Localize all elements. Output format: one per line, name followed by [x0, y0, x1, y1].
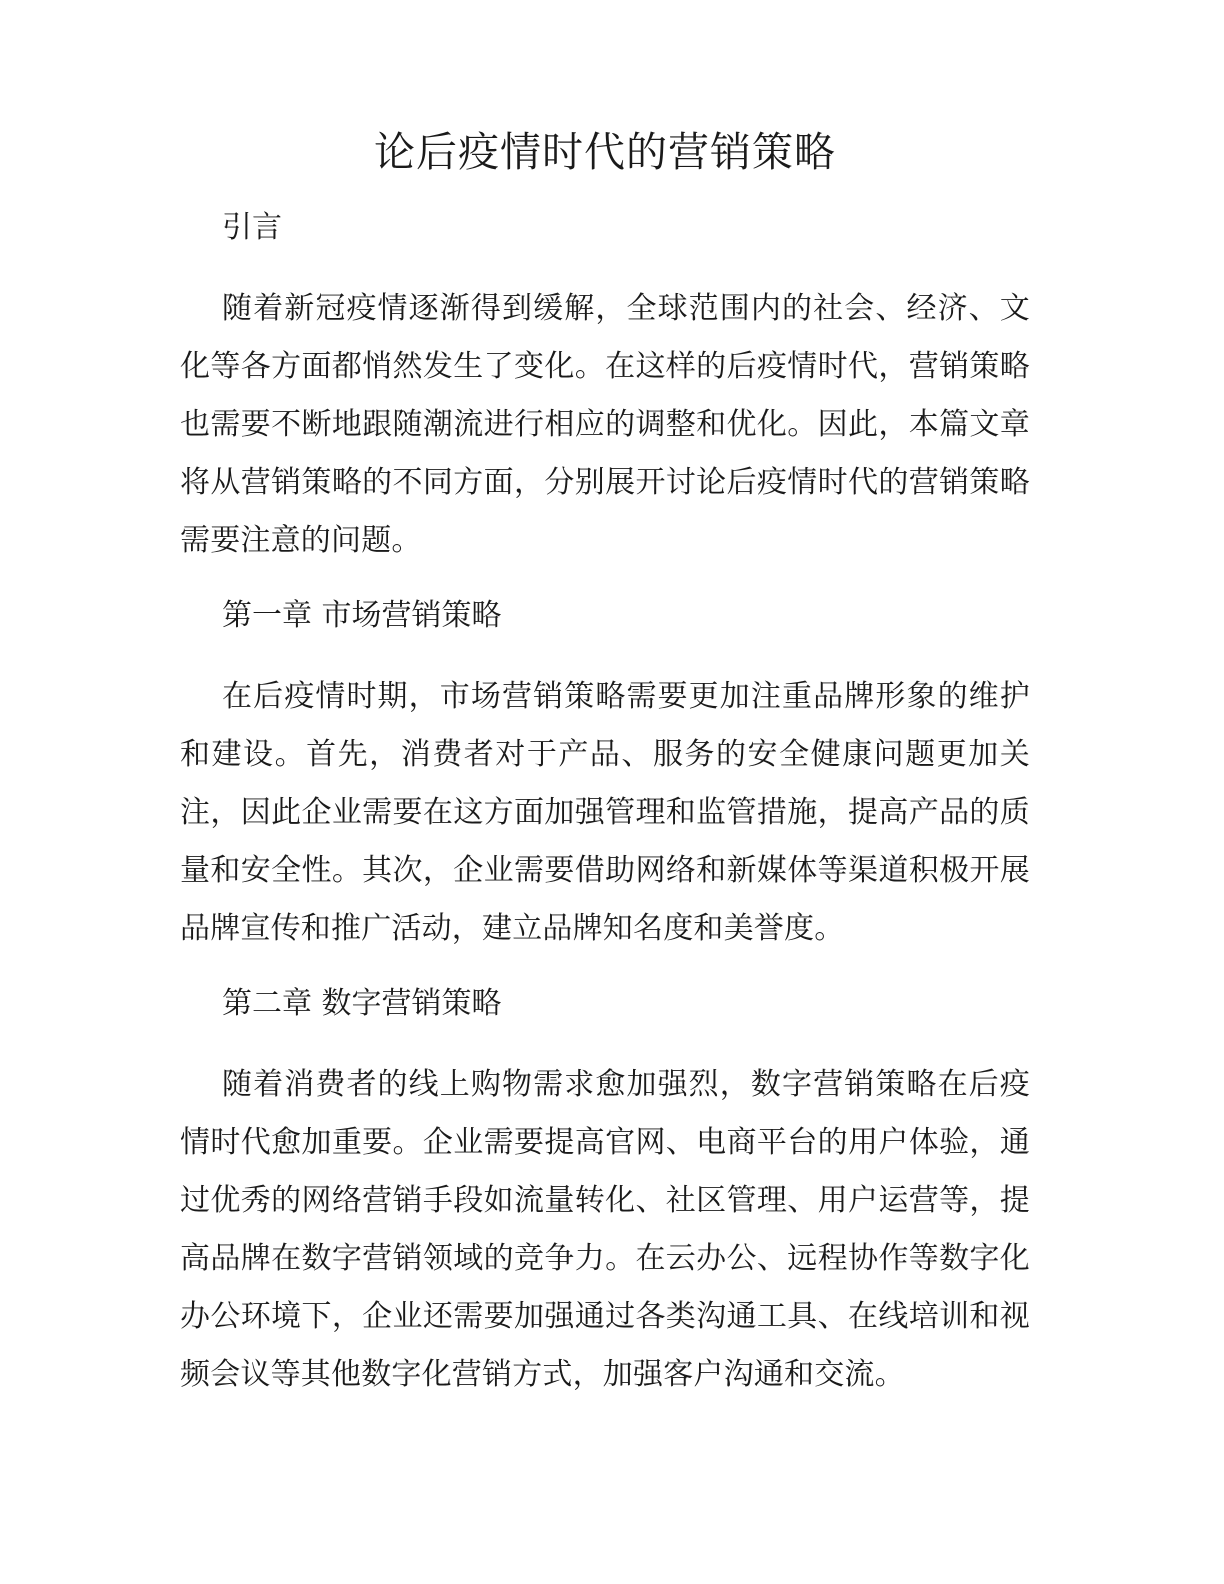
- chapter1-paragraph: 在后疫情时期，市场营销策略需要更加注重品牌形象的维护和建设。首先，消费者对于产品、服务的安全健康问题更加关注，因此企业需要在这方面加强管理和监管措施，提高产品的质量和安全性。其次，企业需要借助网络和新媒体等渠道积极开展品牌宣传和推广活动，建立品牌知名度和美誉度。: [180, 679, 1030, 946]
- chapter2-paragraph: 随着消费者的线上购物需求愈加强烈，数字营销策略在后疫情时代愈加重要。企业需要提高官网、电商平台的用户体验，通过优秀的网络营销手段如流量转化、社区管理、用户运营等，提高品牌在数字营销领域的竞争力。在云办公、远程协作等数字化办公环境下，企业还需要加强通过各类沟通工具、在线培训和视频会议等其他数字化营销方式，加强客户沟通和交流。: [180, 1067, 1030, 1392]
- document-title: 论后疫情时代的营销策略: [374, 128, 836, 176]
- chapter2-heading: 第二章 数字营销策略: [222, 986, 502, 1021]
- intro-paragraph: 随着新冠疫情逐渐得到缓解，全球范围内的社会、经济、文化等各方面都悄然发生了变化。在这样的后疫情时代，营销策略也需要不断地跟随潮流进行相应的调整和优化。因此，本篇文章将从营销策略的不同方面，分别展开讨论后疫情时代的营销策略需要注意的问题。: [180, 291, 1030, 558]
- chapter1-heading: 第一章 市场营销策略: [222, 598, 502, 633]
- document-page: [180, 120, 1030, 1428]
- intro-heading: 引言: [222, 210, 282, 245]
